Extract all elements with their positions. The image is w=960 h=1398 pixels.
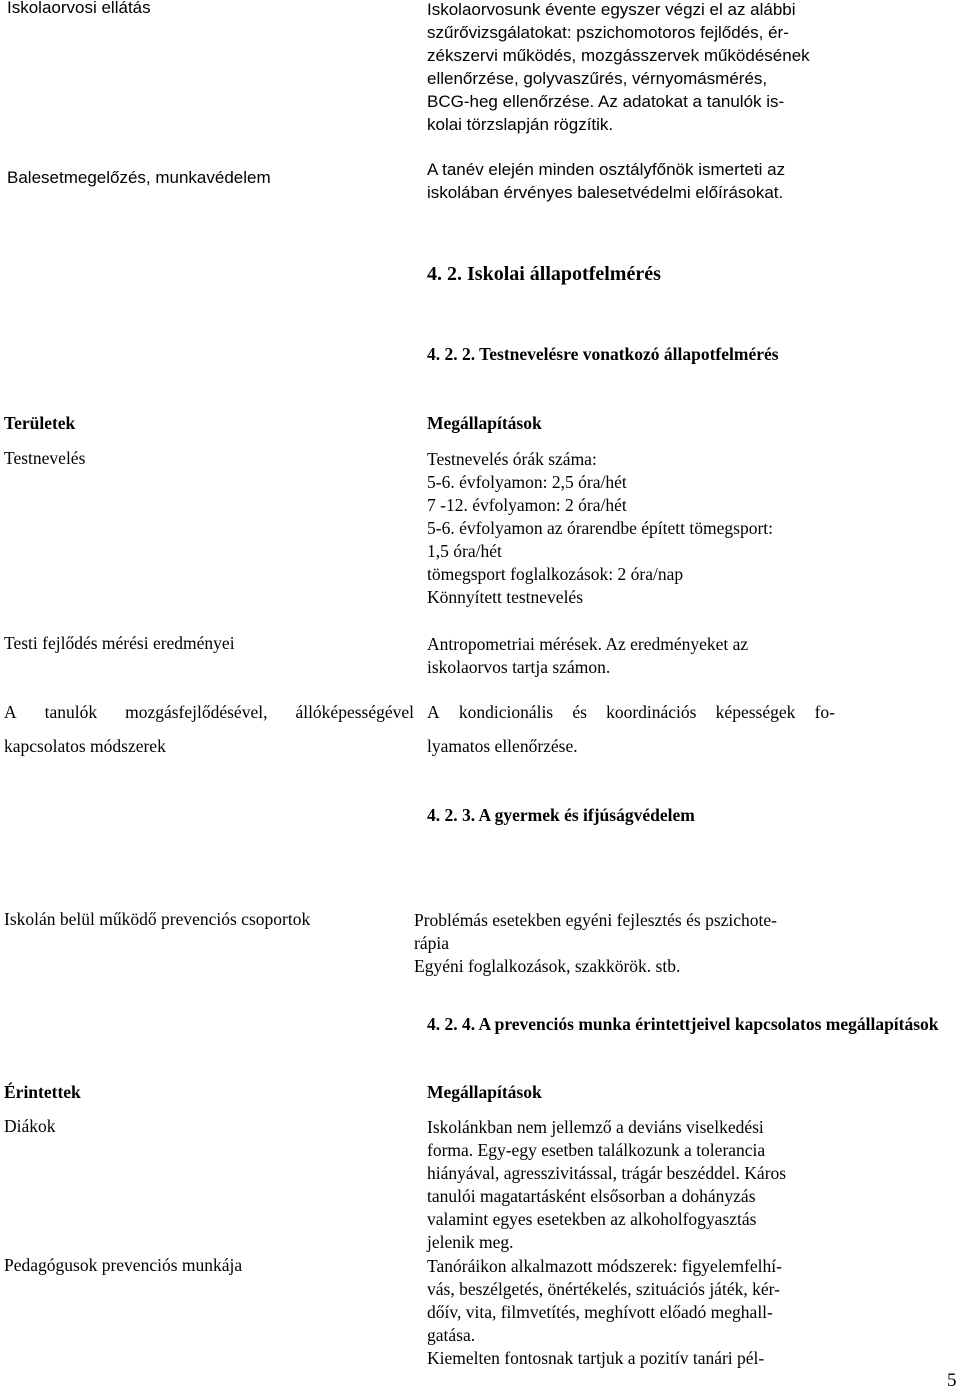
text-line: Testnevelés órák száma: <box>427 449 597 469</box>
row-mozgas-left-line2: kapcsolatos módszerek <box>4 736 166 756</box>
text-line: Antropometriai mérések. Az eredményeket az <box>427 634 749 654</box>
text-line: iskolaorvos tartja számon. <box>427 657 611 677</box>
text-line: kolai törzslapján rögzítik. <box>427 115 614 134</box>
row-testneveles-left: Testnevelés <box>4 448 86 468</box>
text-line: tömegsport foglalkozások: 2 óra/nap <box>427 564 684 584</box>
row-pedagogusok-right <box>427 1255 782 1370</box>
left-baleset: Balesetmegelőzés, munkavédelem <box>7 168 271 187</box>
text-line: zékszervi működés, mozgásszervek működésének <box>427 46 810 65</box>
word: koordinációs <box>606 702 697 722</box>
row-pedagogusok-left: Pedagógusok prevenciós munkája <box>4 1255 243 1275</box>
text-line: 5-6. évfolyamon az órarendbe épített tömegsport: <box>427 518 773 538</box>
text-line: Egyéni foglalkozások, szakkörök. stb. <box>414 956 681 976</box>
word: fo- <box>814 702 835 722</box>
text-line: dőív, vita, filmvetítés, meghívott előadó meghall- <box>427 1302 773 1322</box>
word: képességek <box>715 702 796 722</box>
text-line: ellenőrzése, golyvaszűrés, vérnyomásmérés, <box>427 69 768 88</box>
text-line: iskolában érvényes balesetvédelmi előírásokat. <box>427 183 784 202</box>
text-line: Kiemelten fontosnak tartjuk a pozitív tanári pél- <box>427 1348 765 1368</box>
row-testi-fejlodes-left: Testi fejlődés mérési eredményei <box>4 633 235 653</box>
text-line: gatása. <box>427 1325 476 1345</box>
word: tanulók <box>44 702 98 722</box>
text-line: tanulói magatartásként elsősorban a dohányzás <box>427 1186 756 1206</box>
col-header-teruletek: Területek <box>4 413 76 433</box>
text-line: 7 -12. évfolyamon: 2 óra/hét <box>427 495 627 515</box>
row-testi-fejlodes-right <box>427 633 748 679</box>
word: és <box>572 702 587 722</box>
text-line: rápia <box>414 933 449 953</box>
text-line: 1,5 óra/hét <box>427 541 502 561</box>
text-line: Problémás esetekben egyéni fejlesztés és pszichote- <box>414 910 777 930</box>
word: A <box>4 702 17 722</box>
text-line: hiányával, agresszivitással, trágár beszéddel. Káros <box>427 1163 787 1183</box>
row-mozgas-right-line1 <box>427 702 835 723</box>
word: állóképességével <box>295 702 414 722</box>
col-header-erintettek: Érintettek <box>4 1082 81 1102</box>
word: A <box>427 702 440 722</box>
page-number: 5 <box>947 1370 957 1391</box>
text-line: szűrővizsgálatokat: pszichomotoros fejlődés, ér- <box>427 23 789 42</box>
text-line: valamint egyes esetekben az alkoholfogyasztás <box>427 1209 757 1229</box>
row-mozgas-left-line1 <box>4 702 414 723</box>
word: kondicionális <box>458 702 554 722</box>
text-line: jelenik meg. <box>427 1232 514 1252</box>
word: mozgásfejlődésével, <box>125 702 268 722</box>
text-line: forma. Egy-egy esetben találkozunk a tolerancia <box>427 1140 766 1160</box>
prevencios-csoportok-right <box>414 909 777 978</box>
text-line: 5-6. évfolyamon: 2,5 óra/hét <box>427 472 627 492</box>
text-line: BCG-heg ellenőrzése. Az adatokat a tanulók is- <box>427 92 785 111</box>
heading-4-2: 4. 2. Iskolai állapotfelmérés <box>427 263 661 285</box>
text-line: vás, beszélgetés, önértékelés, szituációs játék, kér- <box>427 1279 780 1299</box>
text-line: Iskolaorvosunk évente egyszer végzi el az alábbi <box>427 0 796 19</box>
text-line: Könnyített testnevelés <box>427 587 584 607</box>
prevencios-csoportok-left: Iskolán belül működő prevenciós csoportok <box>4 909 311 929</box>
col-header-megallapitasok: Megállapítások <box>427 413 542 433</box>
row-diakok-right <box>427 1116 786 1254</box>
col-header-megallapitasok-2: Megállapítások <box>427 1082 542 1102</box>
row-testneveles-right <box>427 448 773 609</box>
text-line: A tanév elején minden osztályfőnök ismerteti az <box>427 160 786 179</box>
right-iskolaorvosi <box>427 0 810 136</box>
right-baleset <box>427 158 785 204</box>
text-line: Tanóráikon alkalmazott módszerek: figyelemfelhí- <box>427 1256 782 1276</box>
left-iskolaorvosi: Iskolaorvosi ellátás <box>7 0 151 17</box>
heading-4-2-2: 4. 2. 2. Testnevelésre vonatkozó állapotfelmérés <box>427 344 779 364</box>
heading-4-2-3: 4. 2. 3. A gyermek és ifjúságvédelem <box>427 805 695 825</box>
row-mozgas-right-line2: lyamatos ellenőrzése. <box>427 736 578 756</box>
heading-4-2-4: 4. 2. 4. A prevenciós munka érintettjeivel kapcsolatos megállapítások <box>427 1014 939 1034</box>
text-line: Iskolánkban nem jellemző a deviáns viselkedési <box>427 1117 764 1137</box>
row-diakok-left: Diákok <box>4 1116 56 1136</box>
